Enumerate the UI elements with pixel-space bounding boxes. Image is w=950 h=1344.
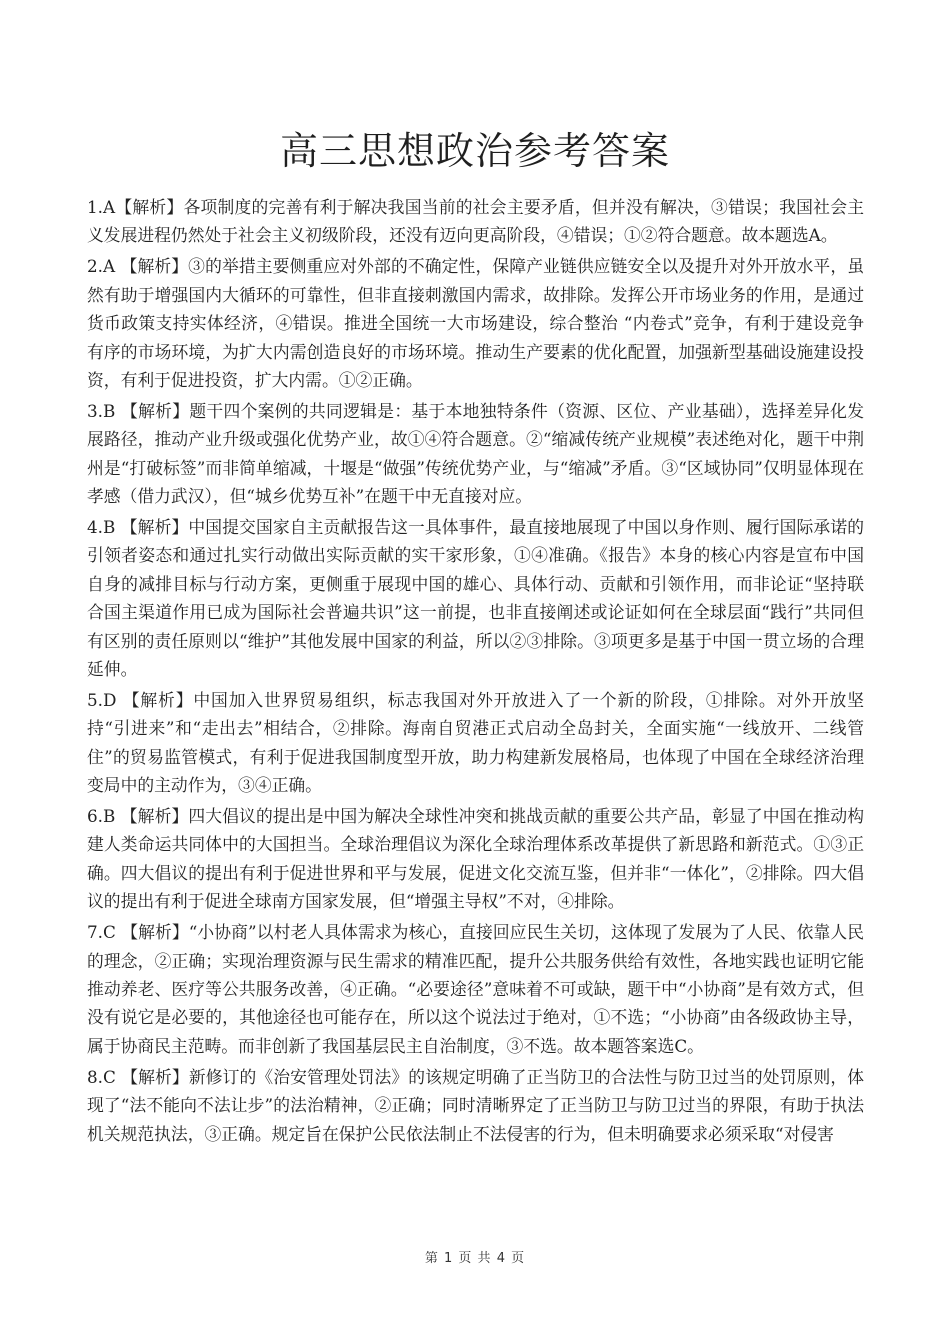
answer-item-8: 8.C 【解析】新修订的《治安管理处罚法》的该规定明确了正当防卫的合法性与防卫过当的处罚原则，体现了“法不能向不法让步”的法治精神，②正确；同时清晰界定了正当防卫与防卫过当的界限，有助于执法机关规范执法，③正确。规定旨在保护公民依法制止不法侵害的行为，但未明确要求必须采取“对侵害 xyxy=(87,1066,864,1144)
page-number: 第 1 页 共 4 页 xyxy=(424,1251,526,1266)
answer-item-5: 5.D 【解析】中国加入世界贸易组织，标志我国对外开放进入了一个新的阶段，①排除。对外开放坚持“引进来”和“走出去”相结合，②排除。海南自贸港正式启动全岛封关，全面实施“一线放开、二线管住”的贸易监管模式，有利于促进我国制度型开放，助力构建新发展格局，也体现了中国在全球经济治理变局中的主动作为，③④正确。 xyxy=(87,689,864,796)
answer-item-6: 6.B 【解析】四大倡议的提出是中国为解决全球性冲突和挑战贡献的重要公共产品，彰显了中国在推动构建人类命运共同体中的大国担当。全球治理倡议为深化全球治理体系改革提供了新思路和新范式。①③正确。四大倡议的提出有利于促进世界和平与发展，促进文化交流互鉴，但并非“一体化”，②排除。四大倡议的提出有利于促进全球南方国家发展，但“增强主导权”不对，④排除。 xyxy=(87,806,864,912)
document-title: 高三思想政治参考答案 xyxy=(279,129,670,173)
answer-list xyxy=(87,193,864,1150)
answer-item-1: 1.A【解析】各项制度的完善有利于解决我国当前的社会主要矛盾，但并没有解决，③错误；我国社会主义发展进程仍然处于社会主义初级阶段，还没有迈向更高阶段，④错误；①②符合题意。故本题选A。 xyxy=(87,197,864,246)
answer-item-3: 3.B 【解析】题干四个案例的共同逻辑是：基于本地独特条件（资源、区位、产业基础），选择差异化发展路径，推动产业升级或强化优势产业，故①④符合题意。②“缩减传统产业规模”表述绝对化，题干中荆州是“打破标签”而非简单缩减，十堰是“做强”传统优势产业，与“缩减”矛盾。③“区域协同”仅明显体现在孝感（借力武汉），但“城乡优势互补”在题干中无直接对应。 xyxy=(87,400,864,507)
answer-item-4: 4.B 【解析】中国提交国家自主贡献报告这一具体事件，最直接地展现了中国以身作则、履行国际承诺的引领者姿态和通过扎实行动做出实际贡献的实干家形象，①④准确。《报告》本身的核心内容是宣布中国自身的减排目标与行动方案，更侧重于展现中国的雄心、具体行动、贡献和引领作用，而非论证“坚持联合国主渠道作用已成为国际社会普遍共识”这一前提，也非直接阐述或论证如何在全球层面“践行”共同但有区别的责任原则以“维护”其他发展中国家的利益，所以②③排除。③项更多是基于中国一贯立场的合理延伸。 xyxy=(87,516,864,679)
answer-item-2: 2.A 【解析】③的举措主要侧重应对外部的不确定性，保障产业链供应链安全以及提升对外开放水平，虽然有助于增强国内大循环的可靠性，但非直接刺激国内需求，故排除。发挥公开市场业务的作用，是通过货币政策支持实体经济，④错误。推进全国统一大市场建设，综合整治 “内卷式”竞争，有利于建设竞争有序的市场环境，为扩大内需创造良好的市场环境。推动生产要素的优化配置，加强新型基础设施建设投资，有利于促进投资，扩大内需。①②正确。 xyxy=(87,256,864,390)
answer-item-7: 7.C 【解析】“小协商”以村老人具体需求为核心，直接回应民生关切，这体现了发展为了人民、依靠人民的理念，②正确；实现治理资源与民生需求的精准匹配，提升公共服务供给有效性，各地实践也证明它能推动养老、医疗等公共服务改善，④正确。“必要途径”意味着不可或缺，题干中“小协商”是有效方式，但没有说它是必要的，其他途径也可能存在，所以这个说法过于绝对，①不选；“小协商”由各级政协主导，属于协商民主范畴。而非创新了我国基层民主自治制度，③不选。故本题答案选C。 xyxy=(87,922,864,1056)
